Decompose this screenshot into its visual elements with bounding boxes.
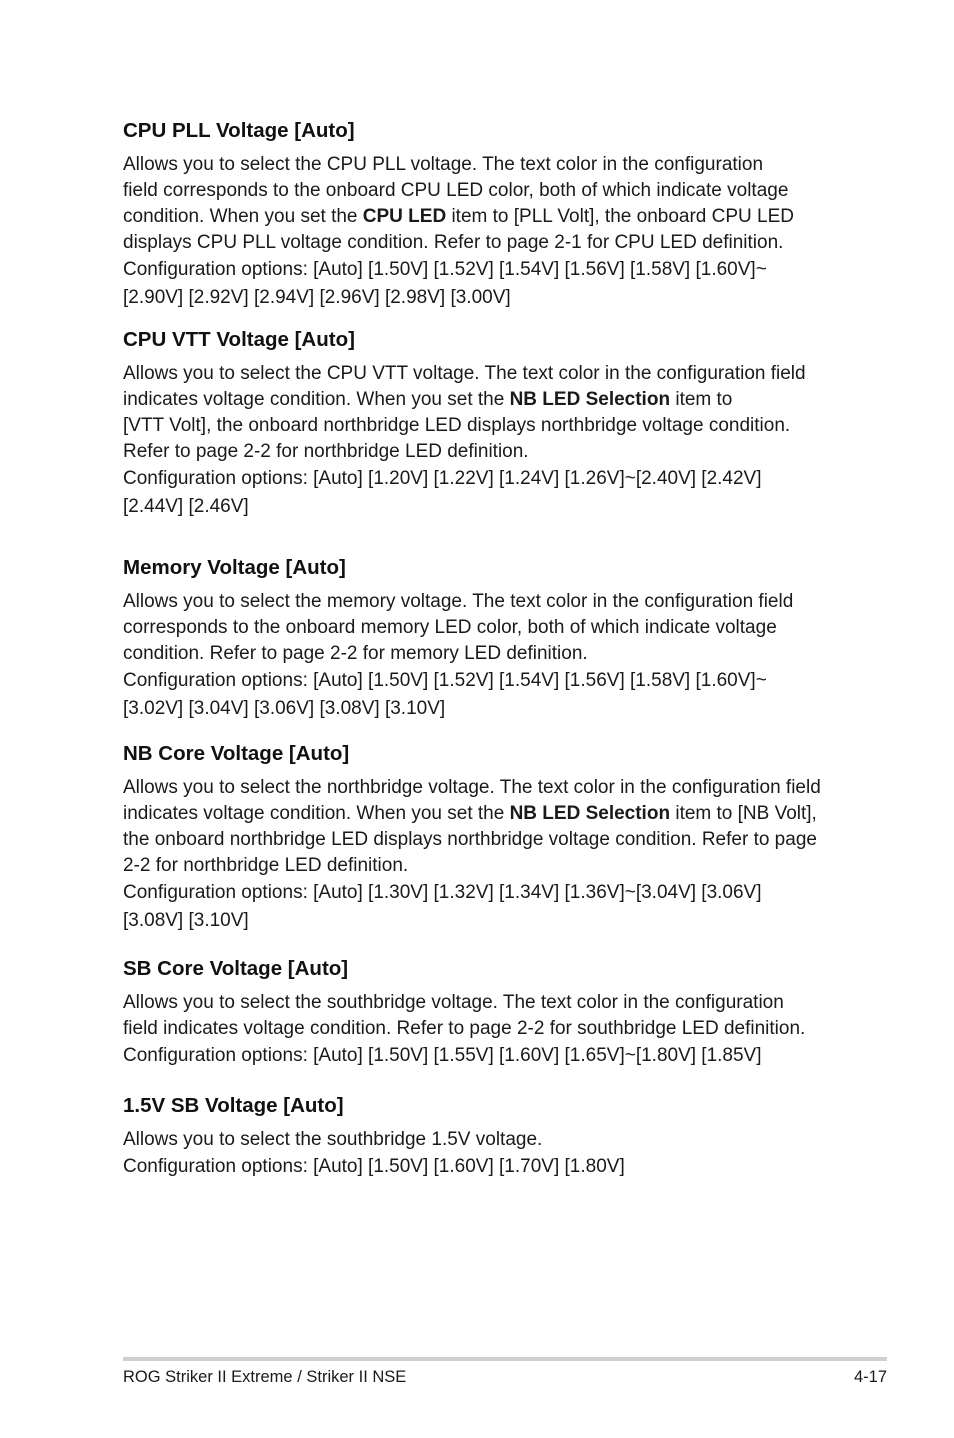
bold-term: CPU LED: [362, 206, 447, 227]
configuration-options: [123, 1153, 893, 1181]
section-description: [123, 990, 893, 1042]
text-run: field corresponds to the onboard CPU LED color, both of which indicate voltage: [123, 180, 789, 201]
section-heading: NB Core Voltage [Auto]: [123, 742, 350, 765]
config-line: Configuration options: [Auto] [1.50V] [1.55V] [1.60V] [1.65V]~[1.80V] [1.85V]: [123, 1045, 762, 1066]
section-heading: SB Core Voltage [Auto]: [123, 957, 349, 980]
section: [123, 555, 893, 723]
text-run: corresponds to the onboard memory LED color, both of which indicate voltage: [123, 617, 777, 638]
text-run: 2-2 for northbridge LED definition.: [123, 855, 409, 876]
bold-term: NB LED Selection: [509, 803, 671, 824]
section-heading: 1.5V SB Voltage [Auto]: [123, 1094, 344, 1117]
configuration-options: [123, 879, 893, 935]
section: [123, 118, 893, 312]
text-run: displays CPU PLL voltage condition. Refer to page 2-1 for CPU LED definition.: [123, 232, 784, 253]
text-run: Allows you to select the southbridge 1.5V voltage.: [123, 1129, 543, 1150]
section-heading: CPU VTT Voltage [Auto]: [123, 328, 355, 351]
config-line: Configuration options: [Auto] [1.20V] [1.22V] [1.24V] [1.26V]~[2.40V] [2.42V]: [123, 468, 762, 489]
text-run: Allows you to select the northbridge voltage. The text color in the configuration field: [123, 777, 821, 798]
section: [123, 327, 893, 521]
section-description: [123, 361, 893, 465]
section-heading: CPU PLL Voltage [Auto]: [123, 119, 355, 142]
section: [123, 741, 893, 935]
page-number: 4-17: [853, 1368, 887, 1386]
text-run: item to: [670, 389, 733, 410]
config-line: Configuration options: [Auto] [1.50V] [1.60V] [1.70V] [1.80V]: [123, 1156, 625, 1177]
text-run: the onboard northbridge LED displays northbridge voltage condition. Refer to page: [123, 829, 817, 850]
configuration-options: [123, 1042, 893, 1070]
text-run: Allows you to select the CPU PLL voltage. The text color in the configuration: [123, 154, 764, 175]
config-line: [2.90V] [2.92V] [2.94V] [2.96V] [2.98V] [3.00V]: [123, 287, 511, 308]
text-run: item to [PLL Volt], the onboard CPU LED: [446, 206, 794, 227]
footer-title: ROG Striker II Extreme / Striker II NSE: [123, 1368, 407, 1386]
text-run: Allows you to select the memory voltage. The text color in the configuration field: [123, 591, 794, 612]
text-run: indicates voltage condition. When you set the: [123, 803, 510, 824]
config-line: [3.08V] [3.10V]: [123, 910, 249, 931]
config-line: Configuration options: [Auto] [1.50V] [1.52V] [1.54V] [1.56V] [1.58V] [1.60V]~: [123, 670, 767, 691]
footer-divider: [123, 1357, 887, 1361]
text-run: condition. When you set the: [123, 206, 363, 227]
bold-term: NB LED Selection: [509, 389, 671, 410]
section: [123, 1093, 893, 1181]
section-description: [123, 775, 893, 879]
section-description: [123, 1127, 893, 1153]
config-line: [2.44V] [2.46V]: [123, 496, 249, 517]
config-line: Configuration options: [Auto] [1.30V] [1.32V] [1.34V] [1.36V]~[3.04V] [3.06V]: [123, 882, 762, 903]
text-run: field indicates voltage condition. Refer to page 2-2 for southbridge LED definition.: [123, 1018, 806, 1039]
section: [123, 956, 893, 1070]
text-run: Allows you to select the CPU VTT voltage. The text color in the configuration field: [123, 363, 806, 384]
text-run: Allows you to select the southbridge voltage. The text color in the configuration: [123, 992, 784, 1013]
section-description: [123, 589, 893, 667]
text-run: Refer to page 2-2 for northbridge LED definition.: [123, 441, 529, 462]
text-run: indicates voltage condition. When you set the: [123, 389, 510, 410]
section-description: [123, 152, 893, 256]
configuration-options: [123, 256, 893, 312]
config-line: [3.02V] [3.04V] [3.06V] [3.08V] [3.10V]: [123, 698, 446, 719]
text-run: condition. Refer to page 2-2 for memory LED definition.: [123, 643, 588, 664]
section-heading: Memory Voltage [Auto]: [123, 556, 346, 579]
configuration-options: [123, 465, 893, 521]
configuration-options: [123, 667, 893, 723]
text-run: [VTT Volt], the onboard northbridge LED displays northbridge voltage condition.: [123, 415, 791, 436]
text-run: item to [NB Volt],: [670, 803, 817, 824]
config-line: Configuration options: [Auto] [1.50V] [1.52V] [1.54V] [1.56V] [1.58V] [1.60V]~: [123, 259, 767, 280]
